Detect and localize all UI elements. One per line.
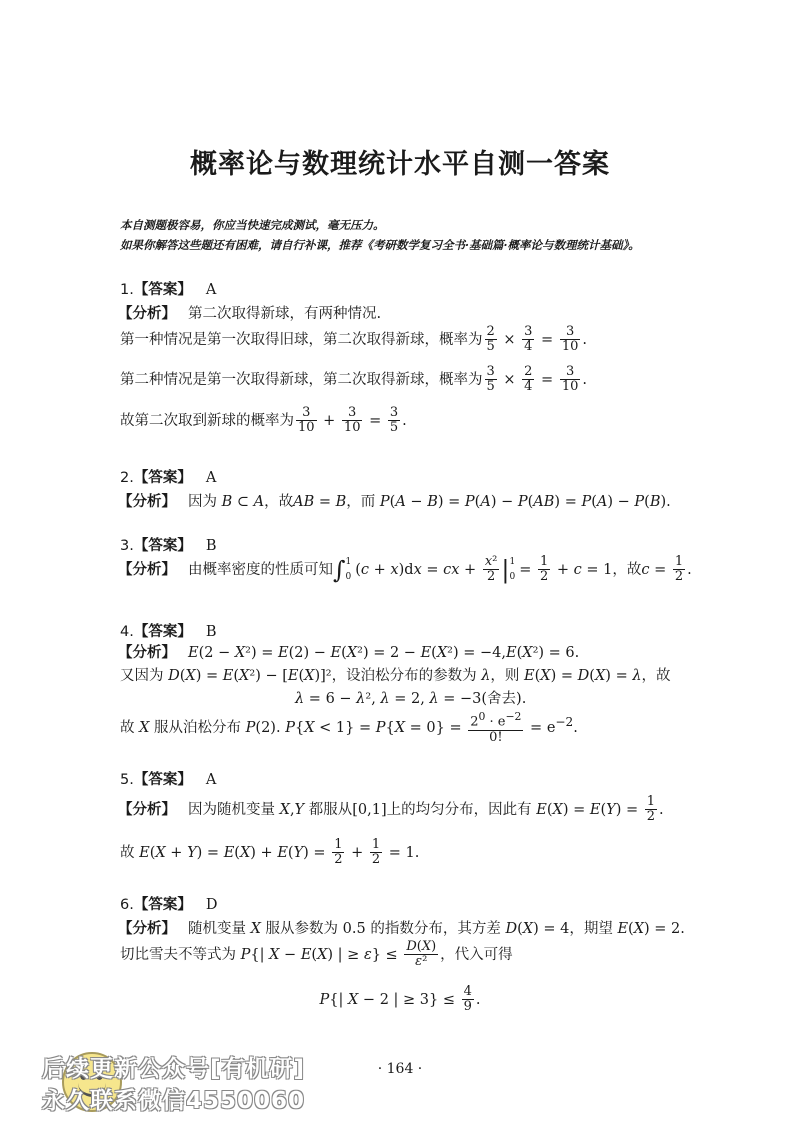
- q5-line-2: 故 E(X + Y) = E(X) + E(Y) = $\frac{1}{2}$ + $\frac{1}{2}$ = 1.: [120, 837, 420, 868]
- q4-analysis-line: 【分析】 E(2 − X²) = E(2) − E(X²) = 2 − E(X²) = −4,E(X²) = 6.: [118, 645, 580, 661]
- q6-result-formula: P{| X − 2 | ≥ 3} ≤ $\frac{4}{9}$ .: [319, 984, 481, 1015]
- q4-line-3: λ = 6 − λ², λ = 2, λ = −3(舍去).: [295, 691, 527, 707]
- q1-case1-line: 第一种情况是第一次取得旧球，第二次取得新球，概率为 $\frac{2}{5}$ × $\frac{3}{4}$ = $\frac{3}{10}$ .: [120, 324, 587, 355]
- watermark-line-2: 永久联系微信4550060: [42, 1088, 306, 1114]
- q6-line-2: 切比雪夫不等式为 P{| X − E(X) | ≥ ε} ≤ $\frac{D(X)}{\text{ε²}}$ ，代入可得: [120, 939, 513, 970]
- q4-answer-line: 4.【答案】 B: [120, 624, 217, 640]
- q5-answer-line: 5.【答案】 A: [120, 772, 217, 788]
- q2-analysis-line: 【分析】 因为 B ⊂ A，故AB = B，而 P(A − B) = P(A) − P(AB) = P(A) − P(B).: [118, 494, 671, 510]
- page-title: 概率论与数理统计水平自测一答案: [190, 149, 610, 180]
- watermark: [12, 1042, 312, 1122]
- q4-line-2: 又因为 D(X) = E(X²) − [E(X)]²，设泊松分布的参数为 λ，则 E(X) = D(X) = λ，故: [120, 668, 671, 684]
- q6-answer-line: 6.【答案】 D: [120, 897, 218, 913]
- q1-conclusion-line: 故第二次取到新球的概率为 $\frac{3}{10}$ + $\frac{3}{10}$ = $\frac{3}{5}$ .: [120, 405, 407, 436]
- q6-analysis-line: 【分析】 随机变量 X 服从参数为 0.5 的指数分布，其方差 D(X) = 4，期望 E(X) = 2.: [118, 921, 685, 937]
- q3-analysis-line: 【分析】 由概率密度的性质可知∫1 0 (c + x)dx = cx + $\frac{\text{x²}}{2}$ |1 0 = $\frac{1}{2}$ + c = 1，故c = $\frac{1}{2}$ .: [118, 554, 692, 585]
- q3-answer-line: 3.【答案】 B: [120, 538, 217, 554]
- intro-line-2: 如果你解答这些题还有困难，请自行补课，推荐《考研数学复习全书·基础篇·概率论与数理统计基础》。: [120, 238, 640, 252]
- q1-answer-line: 1.【答案】 A: [120, 282, 217, 298]
- q5-analysis-line: 【分析】 因为随机变量 X,Y 都服从[0,1]上的均匀分布，因此有 E(X) = E(Y) = $\frac{1}{2}$ .: [118, 794, 664, 825]
- intro-line-1: 本自测题极容易，你应当快速完成测试，毫无压力。: [120, 218, 385, 232]
- q4-line-4: 故 X 服从泊松分布 P(2). P{X < 1} = P{X = 0} = $\frac{2^0 \cdot e^{-2}}{0!}$ = $e^{-2}$.: [120, 710, 578, 745]
- watermark-line-1: 后续更新公众号[有机研]: [42, 1056, 306, 1082]
- page-number: · 164 ·: [377, 1061, 423, 1077]
- q2-answer-line: 2.【答案】 A: [120, 470, 217, 486]
- q1-case2-line: 第二种情况是第一次取得新球，第二次取得新球，概率为 $\frac{3}{5}$ × $\frac{2}{4}$ = $\frac{3}{10}$ .: [120, 364, 587, 395]
- q1-analysis-line: 【分析】 第二次取得新球，有两种情况.: [118, 306, 382, 322]
